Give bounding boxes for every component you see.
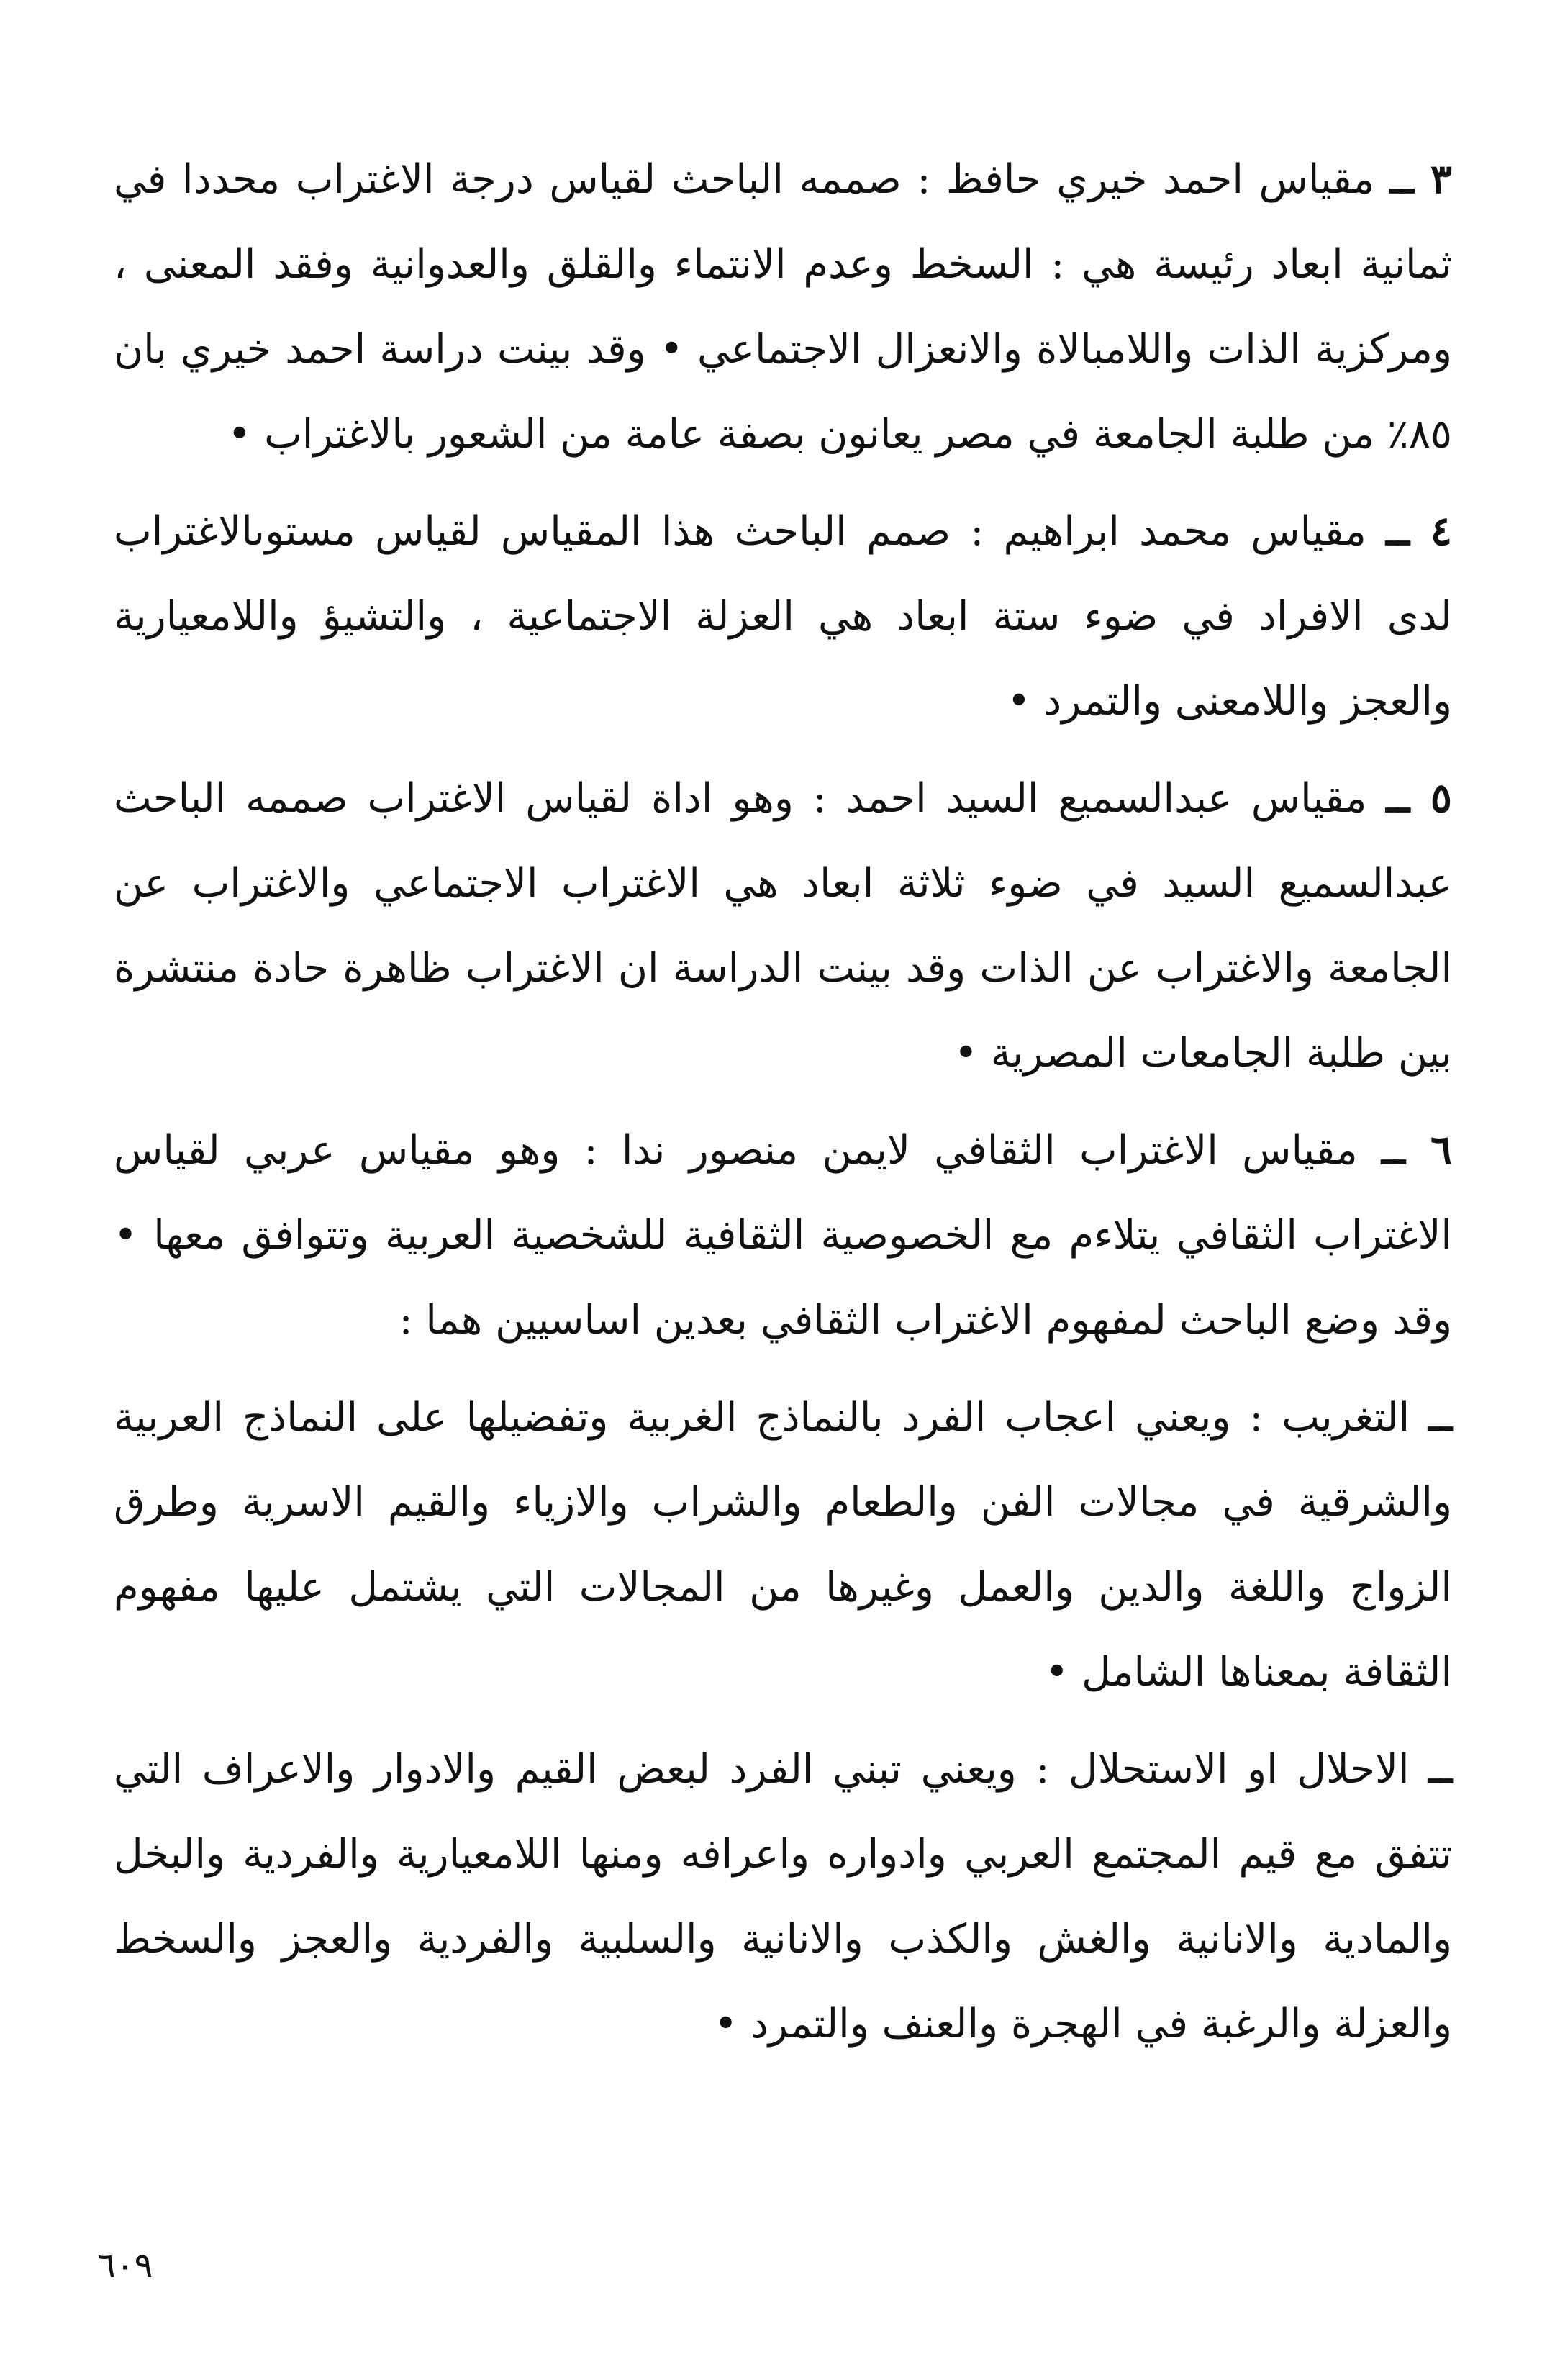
entry-text: مقياس الاغتراب الثقافي لايمن منصور ندا : وهو مقياس عربي لقياس الاغتراب الثقافي يتلاءم مع الخصوصية الثقافية للشخصية العربية وتتوافق معها • وقد وضع الباحث لمفهوم الاغتراب الثقافي بعدين اساسيين هما : <box>114 1127 1452 1344</box>
entry-marker: ٣ ــ <box>1389 155 1452 203</box>
entry-text: التغريب : ويعني اعجاب الفرد بالنماذج الغربية وتفضيلها على النماذج العربية والشرقية في مجالات الفن والطعام والشراب والازياء والقيم الاسرية وطرق الزواج واللغة والدين والعمل وغيرها من المجالات التي يشتمل عليها مفهوم الثقافة بمعناها الشامل • <box>114 1394 1453 1696</box>
scale-entry-3 <box>114 137 1452 477</box>
entry-marker: ٥ ــ <box>1386 774 1452 822</box>
entry-text: الاحلال او الاستحلال : ويعني تبني الفرد لبعض القيم والادوار والاعراف التي تتفق مع قيم المجتمع العربي وادواره واعرافه ومنها اللامعيارية والفردية والبخل والمادية والانانية والغش والكذب والانانية والسلبية والفردية والعجز والسخط والعزلة والرغبة في الهجرة والعنف والتمرد • <box>114 1746 1452 2048</box>
entry-marker: ــ <box>1428 1745 1452 1793</box>
scale-entry-6 <box>114 1108 1452 1363</box>
entry-text: مقياس محمد ابراهيم : صمم الباحث هذا المقياس لقياس مستوىالاغتراب لدى الافراد في ضوء ستة ابعاد هي العزلة الاجتماعية ، والتشيؤ واللامعيارية والعجز واللامعنى والتمرد • <box>114 508 1452 725</box>
dimension-westernization <box>114 1375 1452 1715</box>
page-number: ٦٠٩ <box>97 2245 153 2286</box>
entry-marker: ــ <box>1428 1393 1452 1441</box>
entry-marker: ٤ ــ <box>1386 507 1452 555</box>
scale-entry-5 <box>114 756 1452 1096</box>
entry-text: مقياس احمد خيري حافظ : صممه الباحث لقياس درجة الاغتراب محددا في ثمانية ابعاد رئيسة هي : السخط وعدم الانتماء والقلق والعدوانية وفقد المعنى ، ومركزية الذات واللامبالاة والانعزال الاجتماعي • وقد بينت دراسة احمد خيري بان ٨٥٪ من طلبة الجامعة في مصر يعانون بصفة عامة من الشعور بالاغتراب • <box>114 156 1452 458</box>
scale-entry-4 <box>114 489 1452 744</box>
entry-text: مقياس عبدالسميع السيد احمد : وهو اداة لقياس الاغتراب صممه الباحث عبدالسميع السيد في ضوء ثلاثة ابعاد هي الاغتراب الاجتماعي والاغتراب عن الجامعة والاغتراب عن الذات وقد بينت الدراسة ان الاغتراب ظاهرة حادة منتشرة بين طلبة الجامعات المصرية • <box>114 775 1452 1077</box>
entry-marker: ٦ ــ <box>1382 1126 1452 1174</box>
dimension-substitution <box>114 1727 1452 2067</box>
document-page <box>114 137 1452 2296</box>
